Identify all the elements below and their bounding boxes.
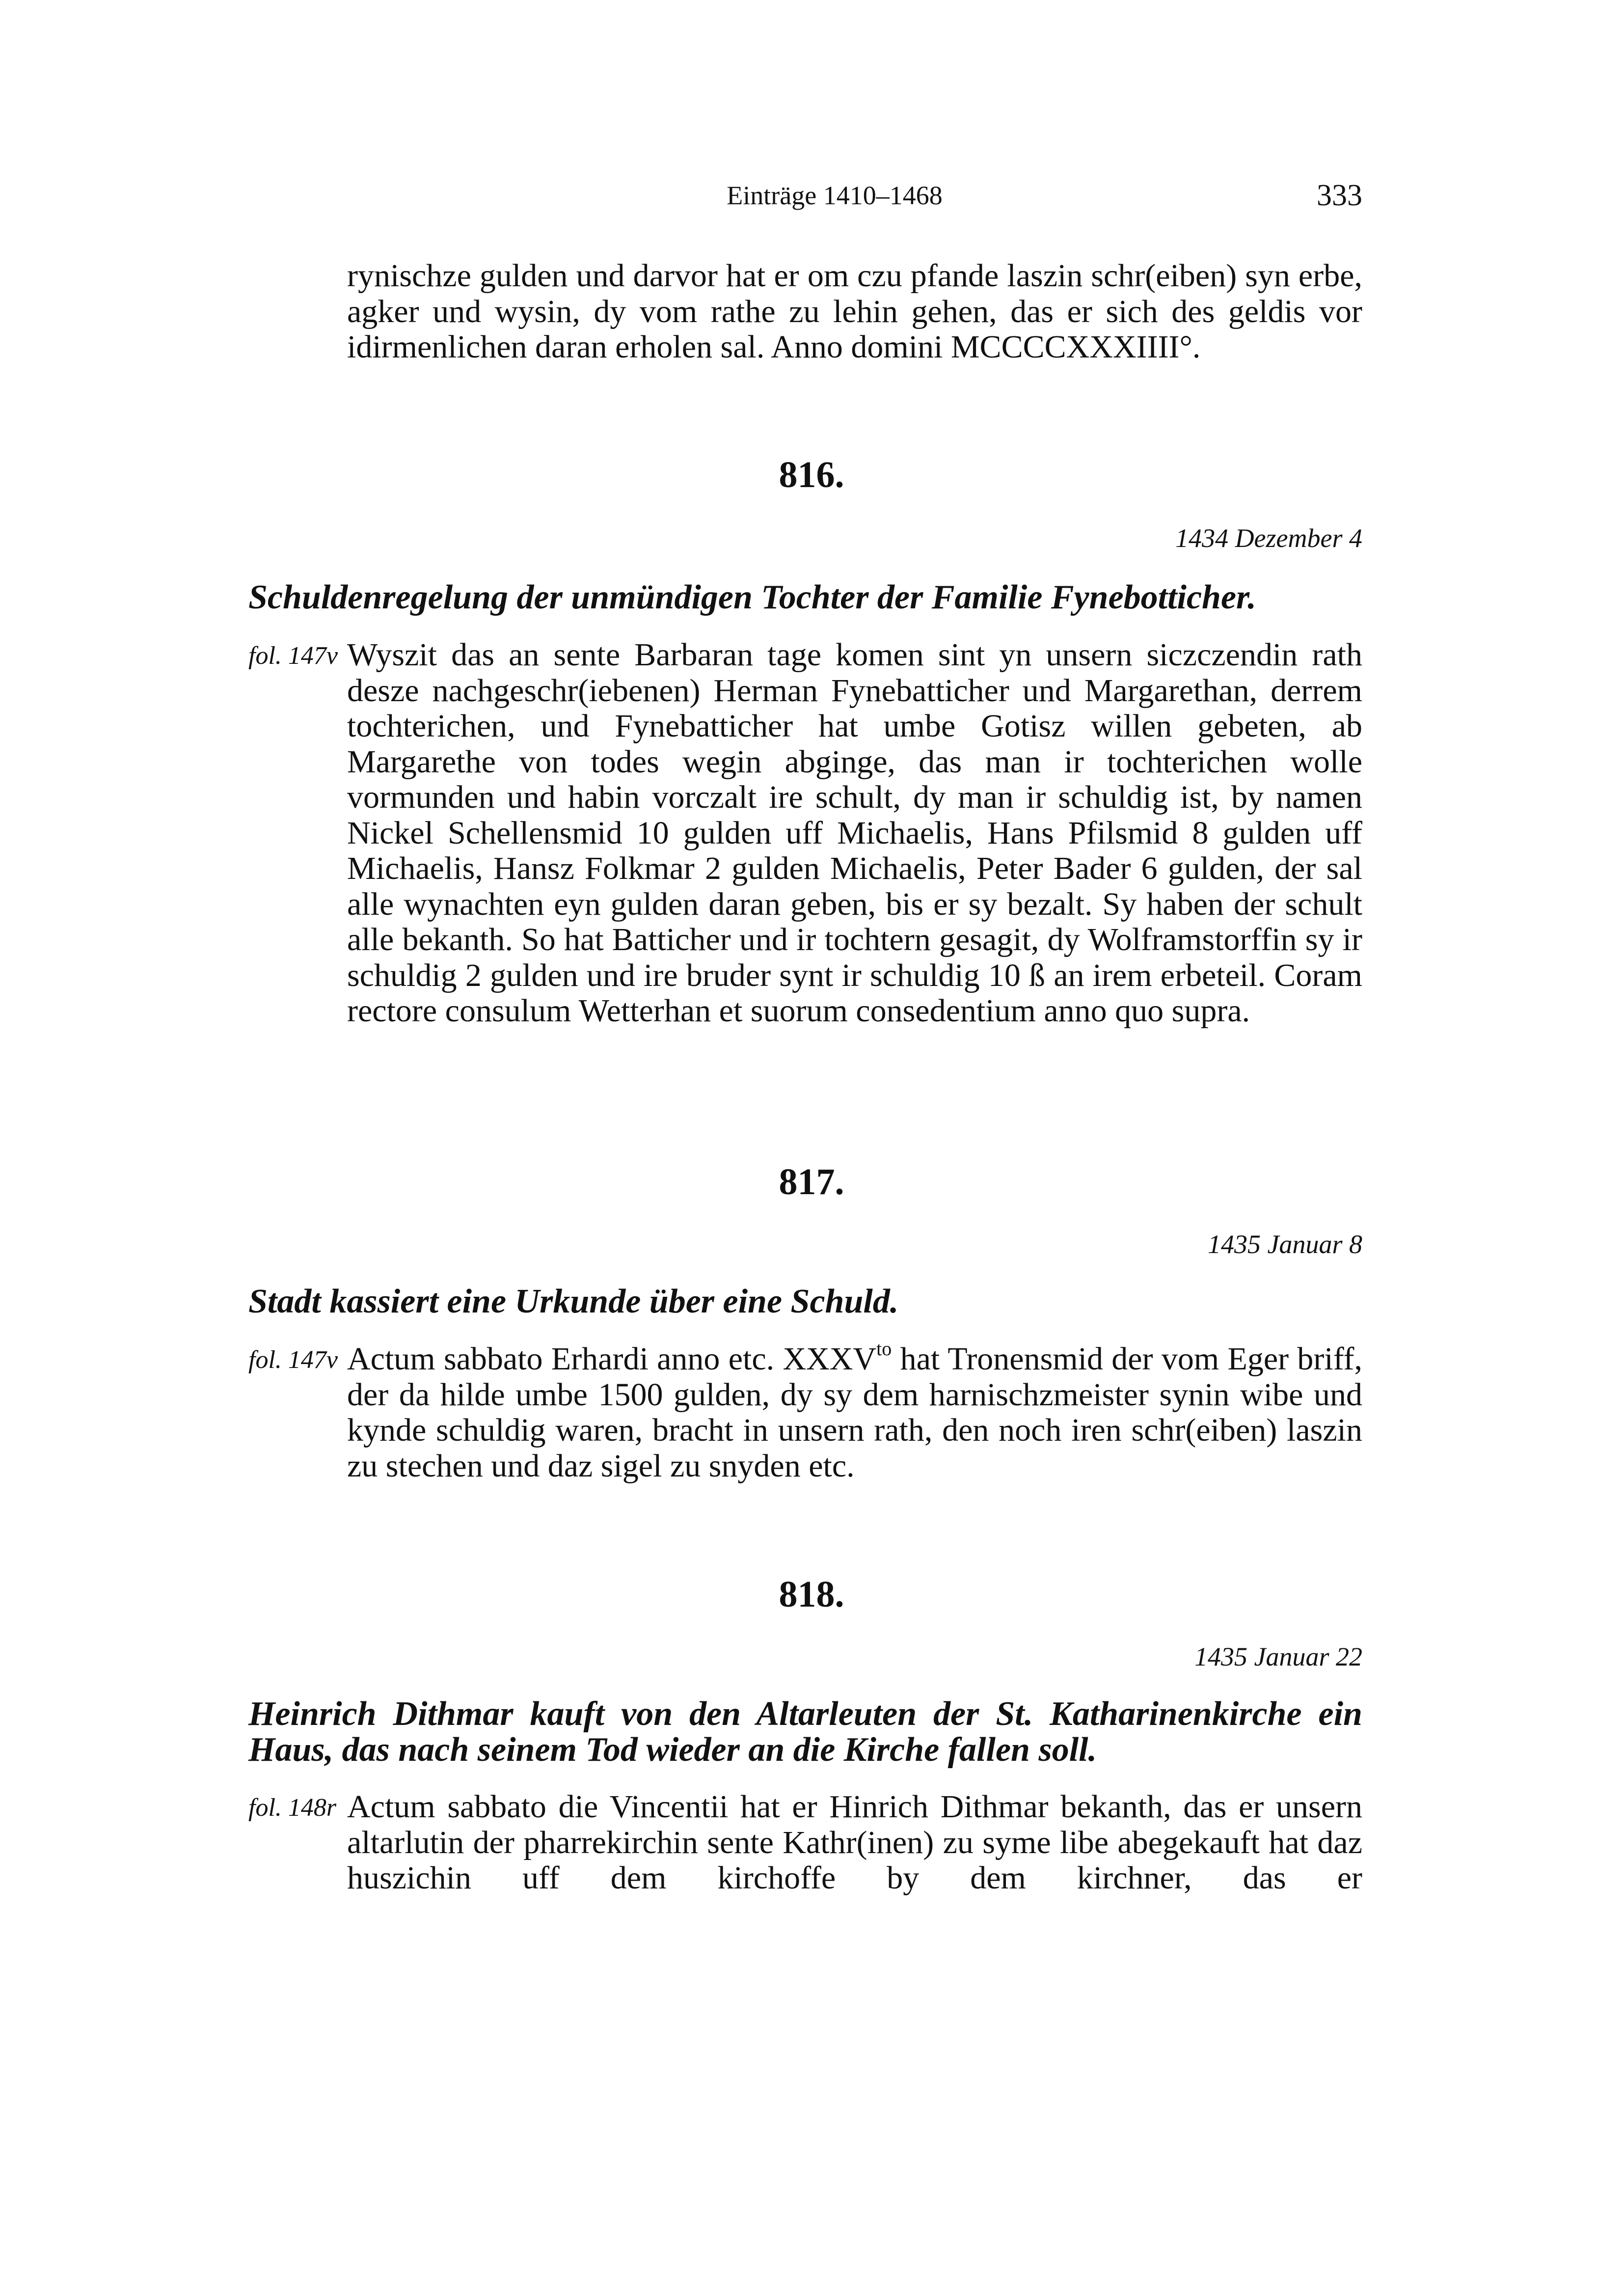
entry-number: 817.	[779, 1161, 844, 1203]
entry-text: Actum sabbato die Vincentii hat er Hinrich Dithmar bekanth, das er unsern altarlutin der pharrekirchin sente Kathr(inen) zu syme libe abegekauft hat daz huszichin uff dem kirchoffe by dem kirchner, das er	[347, 1789, 1362, 1896]
superscript: to	[876, 1338, 892, 1360]
folio-reference: fol. 147v	[248, 1346, 338, 1374]
entry-text	[347, 1338, 1363, 1484]
entry-title: Schuldenregelung der unmündigen Tochter der Familie Fynebotticher.	[248, 578, 1256, 616]
entry-number: 818.	[779, 1574, 844, 1615]
entry-text: Wyszit das an sente Barbaran tage komen sint yn unsern siczczendin rath desze nachgeschr(iebenen) Herman Fynebatticher und Margarethan, derrem tochterichen, und Fynebatticher hat umbe Gotisz willen gebeten, ab Margarethe von todes wegin abginge, das man ir tochterichen wolle vormunden und habin vorczalt ire schult, dy man ir schuldig ist, by namen Nickel Schellensmid 10 gulden uff Michaelis, Hans Pfilsmid 8 gulden uff Michaelis, Hansz Folkmar 2 gulden Michaelis, Peter Bader 6 gulden, der sal alle wynachten eyn gulden daran geben, bis er sy bezalt. Sy haben der schult alle bekanth. So hat Batticher und ir tochtern gesagit, dy Wolframstorffin sy ir schuldig 2 gulden und ire bruder synt ir schuldig 10 ß an irem erbeteil. Coram rectore consulum Wetterhan et suorum consedentium anno quo supra.	[347, 637, 1362, 1029]
entry-number: 816.	[779, 454, 844, 495]
continuation-paragraph: rynischze gulden und darvor hat er om czu pfande laszin schr(eiben) syn erbe, agker und wysin, dy vom rathe zu lehin gehen, das er sich des geldis vor idirmenlichen daran erholen sal. Anno domini MCCCCXXXIIII°.	[347, 258, 1362, 365]
entry-title: Stadt kassiert eine Urkunde über eine Schuld.	[248, 1283, 899, 1320]
running-head: Einträge 1410–1468	[727, 181, 943, 210]
entry-text-start: Actum sabbato Erhardi anno etc. XXXV	[347, 1341, 877, 1377]
entry-date: 1434 Dezember 4	[1175, 523, 1362, 553]
entry-text-end: hat Tronensmid der vom Eger briff, der da hilde umbe 1500 gulden, dy sy dem harnischzmeister synin wibe und kynde schuldig waren, bracht in unsern rath, den noch iren schr(eiben) laszin zu stechen und daz sigel zu snyden etc.	[347, 1341, 1363, 1484]
folio-reference: fol. 148r	[248, 1794, 337, 1822]
entry-title: Heinrich Dithmar kauft von den Altarleuten der St. Katharinenkirche ein Haus, das nach seinem Tod wieder an die Kirche fallen soll.	[248, 1695, 1362, 1769]
entry-date: 1435 Januar 22	[1194, 1642, 1362, 1671]
entry-date: 1435 Januar 8	[1208, 1230, 1362, 1259]
page-number: 333	[1317, 179, 1362, 212]
folio-reference: fol. 147v	[248, 642, 338, 670]
